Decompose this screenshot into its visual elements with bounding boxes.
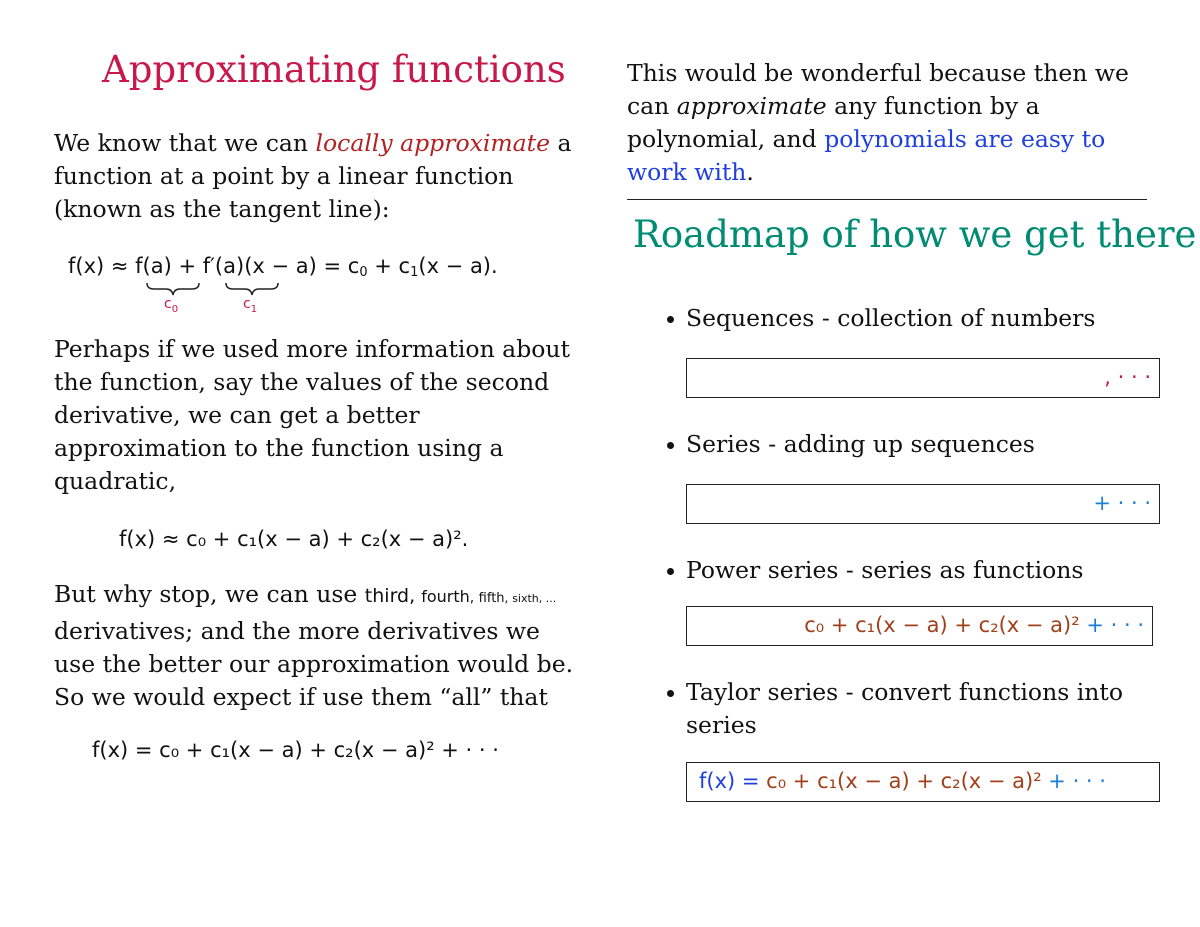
brace-label-c0: $c_0$ [164, 296, 179, 315]
power-series-box-tail: + · · · [1079, 613, 1144, 637]
taylor-box-main: c₀ + c₁(x − a) + c₂(x − a)² [766, 769, 1042, 793]
taylor-box-lhs: f(x) = [699, 769, 767, 793]
sequences-box [686, 358, 1160, 398]
brace-c0-text: c [164, 296, 172, 312]
bullet-series-text: Series - adding up sequences [686, 430, 1035, 458]
series-box [686, 484, 1160, 524]
p3-text-b: derivatives; and the more derivatives we use the better our approximation would be. So we would expect if use them “all” that [54, 617, 574, 711]
taylor-series-box [686, 762, 1160, 802]
underbrace-c1-icon [226, 283, 278, 295]
eq1-term1: f(a) [135, 254, 172, 278]
bullet-taylor-series-text-2: series [686, 711, 757, 739]
bullet-sequences-text: Sequences - collection of numbers [686, 304, 1096, 332]
eq1-lhs: f(x) ≈ [68, 254, 136, 278]
taylor-series-equation: f(x) = c₀ + c₁(x − a) + c₂(x − a)² + · · · [92, 738, 499, 762]
eq1-rest2: + c [367, 254, 411, 278]
power-series-box-content [804, 613, 1144, 637]
rp1-text-c: . [746, 158, 754, 186]
series-box-tail: + · · · [1093, 491, 1151, 515]
rp1-text-b: any function by a polynomial, and [627, 92, 1040, 153]
power-series-box-main: c₀ + c₁(x − a) + c₂(x − a)² [804, 613, 1080, 637]
word-fifth: fifth [478, 591, 505, 606]
bullet-dot-icon [667, 568, 674, 575]
intro-paragraph [54, 127, 584, 226]
taylor-box-tail: + · · · [1041, 769, 1106, 793]
quadratic-paragraph: Perhaps if we used more information about the function, say the values of the second derivative, we can get a better approximation to the function using a quadratic, [54, 335, 570, 495]
section-title-roadmap: Roadmap of how we get there [633, 213, 1197, 256]
bullet-dot-icon [667, 316, 674, 323]
higher-derivatives-paragraph: But why stop, we can use third, fourth, fifth, sixth, ... derivatives; and the more derivatives we use the better our approximation would be. So we would expect if use them “all” that [54, 580, 574, 711]
word-dots: ... [545, 592, 557, 605]
bullet-power-series-text: Power series - series as functions [686, 556, 1084, 584]
underbrace-icons [144, 281, 304, 297]
underbrace-c0-icon [147, 283, 199, 295]
section-divider [627, 199, 1147, 200]
word-fourth: fourth [421, 587, 470, 606]
power-series-box [686, 606, 1153, 646]
sequences-box-tail: , · · · [1104, 365, 1151, 389]
wonderful-paragraph [627, 57, 1147, 189]
eq1-plus: + [171, 254, 203, 278]
p3-text-a: But why stop, we can use [54, 580, 365, 608]
intro-text-b: a function at a point by a linear function (known as the tangent line): [54, 129, 572, 223]
quadratic-approx-equation: f(x) ≈ c₀ + c₁(x − a) + c₂(x − a)². [119, 527, 469, 551]
intro-emphasis: locally approximate [315, 129, 551, 157]
eq1-rest: (x − a) = c [244, 254, 360, 278]
rp1-text-a: This would be wonderful because then we can [627, 59, 1129, 120]
word-sixth: sixth [512, 592, 539, 605]
eq1-term2: f′(a) [202, 254, 245, 278]
bullet-taylor-series-text-1: Taylor series - convert functions into [686, 678, 1123, 706]
eq1-rest3: (x − a). [418, 254, 498, 278]
taylor-series-box-content [699, 769, 1106, 793]
section-title-approximating: Approximating functions [102, 48, 566, 91]
word-third: third [364, 585, 410, 607]
linear-approx-equation: $f(x) \approx f(a) + f'(a)(x - a) = c_0 + c_1(x - a)$. [68, 254, 498, 280]
bullet-dot-icon [667, 442, 674, 449]
intro-text-a: We know that we can [54, 129, 316, 157]
rp1-blue-text: polynomials are easy to work with [627, 125, 1106, 186]
bullet-dot-icon [667, 690, 674, 697]
rp1-emphasis: approximate [676, 92, 827, 120]
brace-c1-text: c [243, 296, 251, 312]
brace-label-c1: $c_1$ [243, 296, 258, 315]
